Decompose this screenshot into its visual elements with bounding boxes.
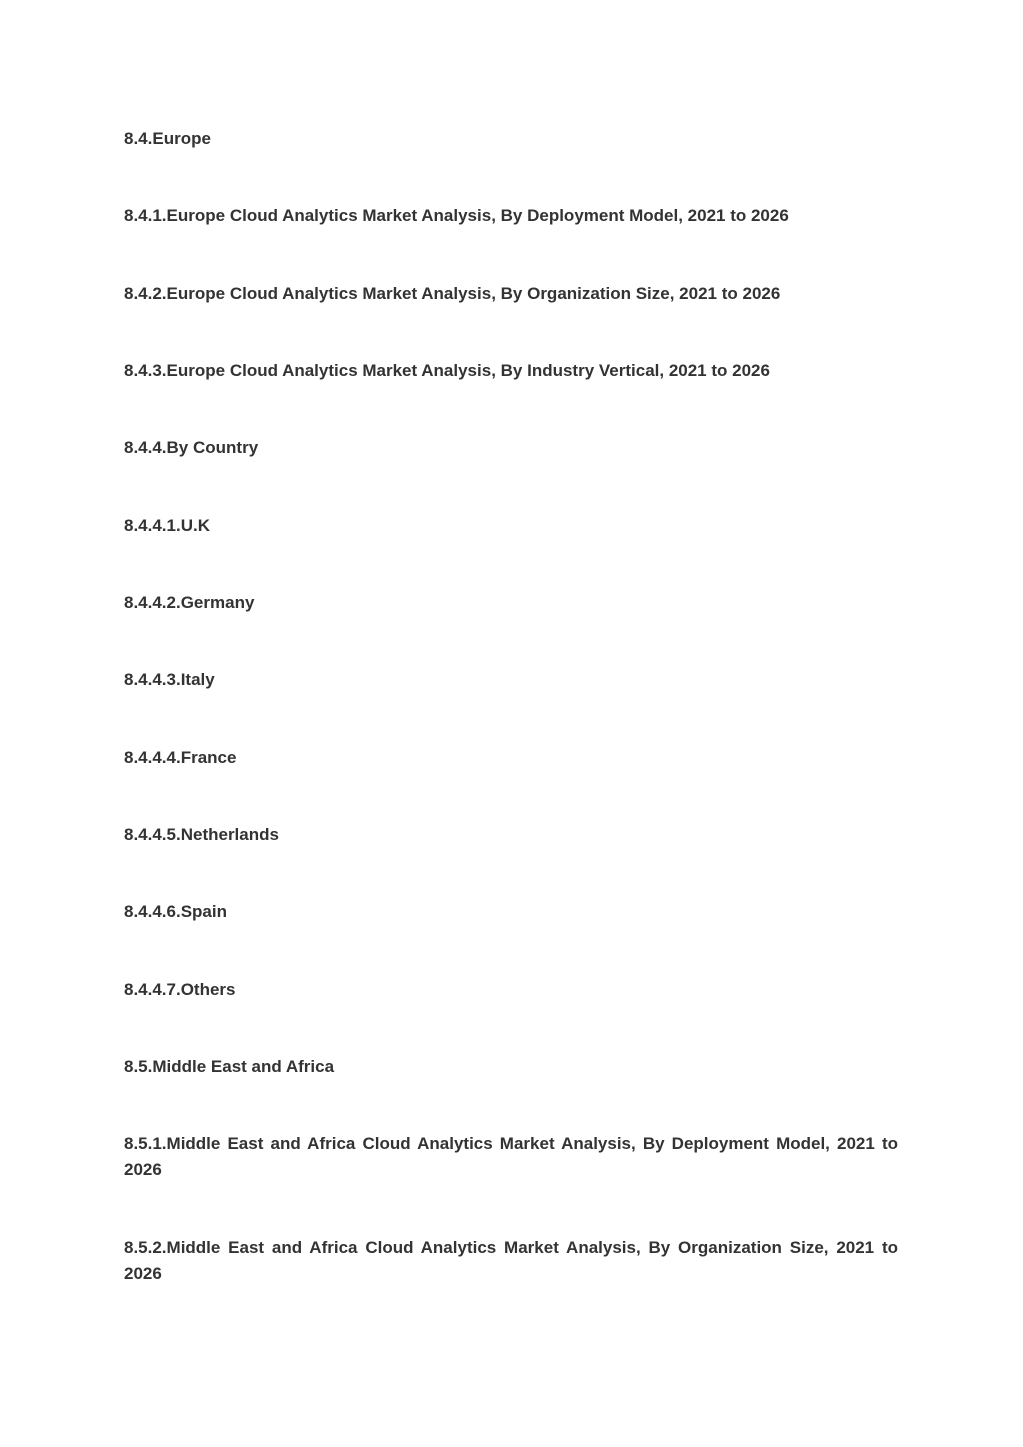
toc-entry-others: 8.4.4.7.Others <box>124 980 236 999</box>
toc-entry-mea-organization-size: 8.5.2.Middle East and Africa Cloud Analytics Market Analysis, By Organization Size, 2021 to 2026 <box>124 1238 898 1283</box>
toc-entry-europe-deployment-model: 8.4.1.Europe Cloud Analytics Market Analysis, By Deployment Model, 2021 to 2026 <box>124 206 789 225</box>
toc-entry-spain: 8.4.4.6.Spain <box>124 902 227 921</box>
toc-entry-germany: 8.4.4.2.Germany <box>124 593 255 612</box>
toc-entry-by-country: 8.4.4.By Country <box>124 438 259 457</box>
toc-entry-uk: 8.4.4.1.U.K <box>124 516 210 535</box>
toc-entry-europe-industry-vertical: 8.4.3.Europe Cloud Analytics Market Analysis, By Industry Vertical, 2021 to 2026 <box>124 361 770 380</box>
toc-entry-middle-east-africa: 8.5.Middle East and Africa <box>124 1057 335 1076</box>
toc-entry-france: 8.4.4.4.France <box>124 748 237 767</box>
toc-entry-mea-deployment-model: 8.5.1.Middle East and Africa Cloud Analytics Market Analysis, By Deployment Model, 2021 to 2026 <box>124 1134 898 1179</box>
toc-entry-netherlands: 8.4.4.5.Netherlands <box>124 825 279 844</box>
toc-entry-italy: 8.4.4.3.Italy <box>124 670 215 689</box>
toc-entry-europe-organization-size: 8.4.2.Europe Cloud Analytics Market Analysis, By Organization Size, 2021 to 2026 <box>124 284 781 303</box>
toc-entry-europe: 8.4.Europe <box>124 129 211 148</box>
